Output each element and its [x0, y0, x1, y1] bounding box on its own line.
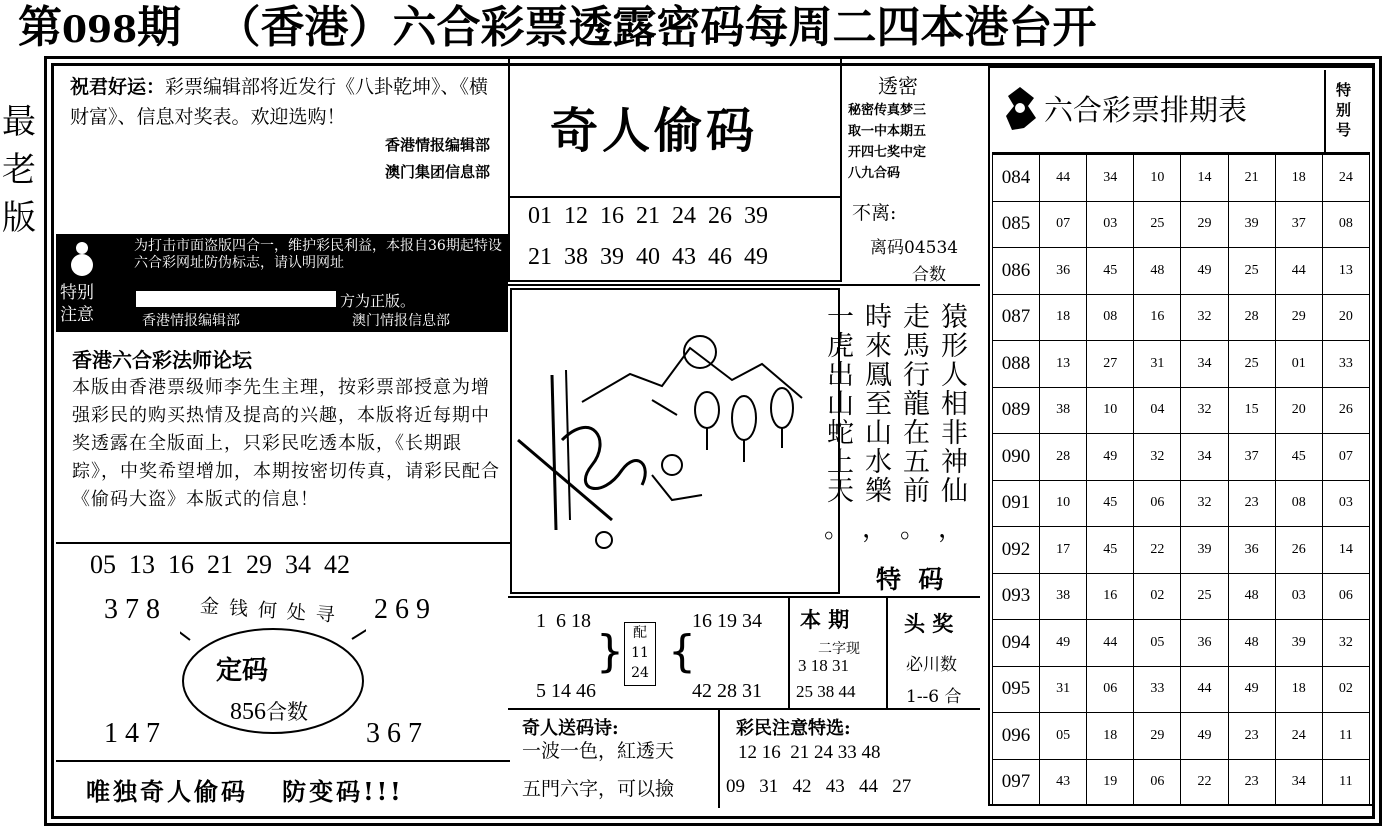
number-cell: 08 — [1322, 201, 1369, 248]
ll-left-bottom: 1 4 7 — [104, 718, 160, 749]
ll-right-top: 2 6 9 — [374, 594, 430, 625]
number-cell: 02 — [1134, 573, 1181, 620]
number-cell: 24 — [1275, 713, 1322, 760]
number-cell: 14 — [1181, 155, 1228, 202]
luck-text: 彩票编辑部将近发行《八卦乾坤》、《横财富》、信息对奖表。欢迎选购！ — [70, 76, 489, 128]
issue-cell: 093 — [993, 573, 1040, 620]
table-row — [993, 387, 1370, 434]
pei-brace-right: { — [668, 626, 696, 677]
issue-cell: 096 — [993, 713, 1040, 760]
divider-center-2 — [508, 596, 980, 598]
number-cell: 16 — [1134, 294, 1181, 341]
poem-col-1: 猿形人相非神仙 — [936, 302, 967, 505]
number-cell: 08 — [1087, 294, 1134, 341]
number-cell: 32 — [1134, 434, 1181, 481]
number-cell: 03 — [1322, 480, 1369, 527]
number-cell: 45 — [1087, 527, 1134, 574]
side-label: 最 老 版 — [2, 102, 36, 238]
number-cell: 18 — [1275, 666, 1322, 713]
number-cell: 13 — [1040, 341, 1087, 388]
number-cell: 05 — [1040, 713, 1087, 760]
number-cell: 39 — [1275, 620, 1322, 667]
page-header — [18, 0, 1388, 56]
gourd-icon — [68, 238, 96, 278]
forum-text: 本版由香港票级师李先生主理，按彩票部授意为增强彩民的购买热情及提高的兴趣，本版将近每期中奖透露在全版面上，只彩民吃透本版，《长期跟踪》，中奖希望增加，本期按密切传真，请彩民配合《偷码大盗》本版式的信息！ — [72, 377, 500, 510]
benqi-sub: 二字现 — [818, 641, 860, 657]
number-cell: 36 — [1040, 248, 1087, 295]
number-cell: 23 — [1228, 759, 1275, 806]
poem-col-4: 一虎出山蛇上天 — [822, 302, 853, 505]
issue-cell: 086 — [993, 248, 1040, 295]
number-cell: 23 — [1228, 480, 1275, 527]
table-row — [993, 480, 1370, 527]
number-cell: 10 — [1040, 480, 1087, 527]
number-cell: 06 — [1087, 666, 1134, 713]
table-row — [993, 620, 1370, 667]
number-cell: 32 — [1322, 620, 1369, 667]
notice-section — [56, 234, 508, 332]
poem-punct-4: 。 — [824, 514, 851, 544]
number-cell: 25 — [1181, 573, 1228, 620]
notice-text — [134, 238, 504, 272]
number-cell: 29 — [1275, 294, 1322, 341]
number-cell: 49 — [1181, 713, 1228, 760]
schedule-header — [992, 70, 1370, 154]
number-cell: 03 — [1275, 573, 1322, 620]
number-cell: 34 — [1181, 341, 1228, 388]
ll-left-top: 3 7 8 — [104, 594, 160, 625]
issue-cell: 094 — [993, 620, 1040, 667]
issue-cell: 085 — [993, 201, 1040, 248]
qiren-line-1: 01 12 16 21 24 26 39 — [528, 203, 768, 229]
ll-center-num: 856 — [230, 699, 266, 725]
pei-mid-2: 24 — [631, 665, 649, 681]
page-title: （香港）六合彩票透露密码每周二四本港台开 — [216, 2, 1097, 53]
number-cell: 20 — [1322, 294, 1369, 341]
divider-v-3 — [718, 708, 720, 808]
issue-cell: 089 — [993, 387, 1040, 434]
toumi-buli: 不离: — [852, 202, 897, 224]
poem-punct-1: ， — [938, 514, 965, 544]
poem-col-3: 時來鳳至山水樂 — [860, 302, 891, 505]
number-cell: 49 — [1228, 666, 1275, 713]
poem-punct-3: ， — [862, 514, 889, 544]
number-cell: 45 — [1087, 480, 1134, 527]
number-cell: 39 — [1228, 201, 1275, 248]
poem-col-2: 走馬行龍在五前 — [898, 302, 929, 505]
pei-left-1: 1 6 18 — [536, 610, 591, 632]
toumi-title: 透密 — [878, 74, 918, 98]
number-cell: 06 — [1134, 480, 1181, 527]
schedule-title: 六合彩票排期表 — [1044, 93, 1248, 127]
number-cell: 45 — [1087, 248, 1134, 295]
number-cell: 25 — [1228, 341, 1275, 388]
poem-section — [814, 298, 972, 548]
divider-v-2 — [886, 596, 888, 708]
ll-arc-text: 金钱何处寻 — [199, 594, 346, 628]
number-cell: 48 — [1228, 620, 1275, 667]
number-cell: 21 — [1228, 155, 1275, 202]
number-cell: 25 — [1228, 248, 1275, 295]
number-cell: 29 — [1134, 713, 1181, 760]
number-cell: 33 — [1134, 666, 1181, 713]
pei-left-2: 5 14 46 — [536, 680, 596, 702]
number-cell: 49 — [1181, 248, 1228, 295]
qiren-line-2: 21 38 39 40 43 46 49 — [528, 244, 768, 270]
number-cell: 38 — [1040, 387, 1087, 434]
number-cell: 34 — [1275, 759, 1322, 806]
number-cell: 34 — [1181, 434, 1228, 481]
caimin-l2: 09 31 42 43 44 27 — [726, 776, 912, 797]
number-cell: 24 — [1322, 155, 1369, 202]
number-cell: 31 — [1040, 666, 1087, 713]
toujiang-l1: 必川数 — [906, 655, 957, 675]
number-cell: 05 — [1134, 620, 1181, 667]
number-cell: 36 — [1181, 620, 1228, 667]
number-cell: 18 — [1087, 713, 1134, 760]
number-cell: 17 — [1040, 527, 1087, 574]
issue-cell: 091 — [993, 480, 1040, 527]
number-cell: 04 — [1134, 387, 1181, 434]
issue-cell: 088 — [993, 341, 1040, 388]
table-row — [993, 155, 1370, 202]
url-blank — [136, 291, 336, 307]
number-cell: 43 — [1040, 759, 1087, 806]
number-cell: 49 — [1087, 434, 1134, 481]
number-cell: 01 — [1275, 341, 1322, 388]
issue-cell: 097 — [993, 759, 1040, 806]
number-cell: 06 — [1322, 573, 1369, 620]
poem2-title: 奇人送码诗: — [522, 718, 619, 739]
number-cell: 32 — [1181, 294, 1228, 341]
number-cell: 45 — [1275, 434, 1322, 481]
divider-left-2 — [56, 760, 510, 762]
pei-right-2: 42 28 31 — [692, 680, 762, 702]
poem2-l2: 五門六字，可以撿 — [522, 778, 675, 800]
ll-right-bottom: 3 6 7 — [366, 718, 422, 749]
benqi-l1: 3 18 31 — [798, 656, 849, 675]
number-cell: 23 — [1228, 713, 1275, 760]
qiren-title-divider — [508, 196, 842, 198]
forum-heading: 香港六合彩法师论坛 — [72, 348, 252, 372]
schedule-special-label: 特 别 号 — [1336, 81, 1352, 139]
number-cell: 02 — [1322, 666, 1369, 713]
table-row — [993, 201, 1370, 248]
number-cell: 11 — [1322, 759, 1369, 806]
notice-label: 特别 注意 — [60, 283, 94, 325]
number-cell: 10 — [1087, 387, 1134, 434]
pei-right-1: 16 19 34 — [692, 610, 762, 632]
number-cell: 44 — [1087, 620, 1134, 667]
ape-dragon-illustration — [512, 290, 838, 592]
number-cell: 36 — [1228, 527, 1275, 574]
issue-prefix: 第 — [18, 2, 62, 53]
number-cell: 07 — [1040, 201, 1087, 248]
number-cell: 11 — [1322, 713, 1369, 760]
toumi-lima: 离码04534 — [870, 238, 959, 258]
number-cell: 25 — [1134, 201, 1181, 248]
qiren-title: 奇人偷码 — [550, 103, 759, 159]
toumi-heshu: 合数 — [912, 265, 946, 285]
issue-cell: 084 — [993, 155, 1040, 202]
number-cell: 44 — [1275, 248, 1322, 295]
number-cell: 22 — [1134, 527, 1181, 574]
number-cell: 03 — [1087, 201, 1134, 248]
pei-brace-left: } — [596, 626, 624, 677]
number-cell: 26 — [1275, 527, 1322, 574]
issue-cell: 087 — [993, 294, 1040, 341]
benqi-l2: 25 38 44 — [796, 682, 856, 701]
number-cell: 13 — [1322, 248, 1369, 295]
poem-tema: 特 码 — [876, 565, 944, 594]
notice-sign-1: 香港情报编辑部 — [142, 313, 240, 329]
dragon-logo-icon — [1000, 84, 1040, 134]
number-cell: 07 — [1322, 434, 1369, 481]
number-cell: 32 — [1181, 480, 1228, 527]
number-cell: 20 — [1275, 387, 1322, 434]
number-cell: 26 — [1322, 387, 1369, 434]
ll-center-suffix: 合数 — [266, 700, 308, 724]
issue-cell: 095 — [993, 666, 1040, 713]
divider-v-1 — [788, 596, 790, 708]
number-cell: 10 — [1134, 155, 1181, 202]
table-row — [993, 294, 1370, 341]
number-cell: 31 — [1134, 341, 1181, 388]
table-row — [993, 713, 1370, 760]
benqi-title: 本 期 — [800, 607, 850, 632]
notice-suffix: 方为正版。 — [340, 292, 416, 310]
number-cell: 44 — [1181, 666, 1228, 713]
divider-left-1 — [56, 542, 510, 544]
number-cell: 44 — [1040, 155, 1087, 202]
issue-cell: 090 — [993, 434, 1040, 481]
table-row — [993, 434, 1370, 481]
number-cell: 15 — [1228, 387, 1275, 434]
bottom-slogan: 唯独奇人偷码 防变码!!! — [86, 777, 404, 806]
table-row — [993, 573, 1370, 620]
number-cell: 06 — [1134, 759, 1181, 806]
caimin-title: 彩民注意特选: — [736, 718, 851, 739]
number-cell: 16 — [1087, 573, 1134, 620]
issue-number: 098 — [62, 9, 138, 51]
number-cell: 48 — [1228, 573, 1275, 620]
poem-punct-2: 。 — [900, 514, 927, 544]
ll-center-title: 定码 — [216, 656, 269, 686]
ll-center — [230, 696, 308, 726]
number-cell: 39 — [1181, 527, 1228, 574]
number-cell: 19 — [1087, 759, 1134, 806]
issue-suffix: 期 — [137, 2, 182, 53]
caimin-l1: 12 16 21 24 33 48 — [738, 742, 881, 763]
table-row — [993, 666, 1370, 713]
toujiang-title: 头 奖 — [904, 611, 954, 636]
table-row — [993, 341, 1370, 388]
number-cell: 29 — [1181, 201, 1228, 248]
number-cell: 38 — [1040, 573, 1087, 620]
table-row — [993, 248, 1370, 295]
number-cell: 22 — [1181, 759, 1228, 806]
luck-sign-1: 香港情报编辑部 — [384, 136, 490, 154]
issue-cell: 092 — [993, 527, 1040, 574]
number-cell: 34 — [1087, 155, 1134, 202]
pei-mid-label: 配 — [633, 625, 647, 641]
toumi-lines: 秘密传真梦三 取一中本期五 开四七奖中定 八九合码 — [848, 103, 927, 181]
luck-heading: 祝君好运： — [70, 76, 166, 98]
number-cell: 08 — [1275, 480, 1322, 527]
toujiang-l2: 1--6 合 — [906, 687, 962, 707]
table-row — [993, 527, 1370, 574]
table-row — [993, 759, 1370, 806]
number-cell: 37 — [1228, 434, 1275, 481]
number-cell: 18 — [1040, 294, 1087, 341]
number-cell: 49 — [1040, 620, 1087, 667]
notice-sign-2: 澳门情报信息部 — [352, 313, 450, 329]
number-cell: 28 — [1040, 434, 1087, 481]
number-cell: 27 — [1087, 341, 1134, 388]
forum-section — [72, 346, 500, 514]
number-cell: 37 — [1275, 201, 1322, 248]
number-cell: 14 — [1322, 527, 1369, 574]
pei-mid-box — [624, 622, 656, 686]
poem2-l1: 一波一色，紅透天 — [522, 740, 675, 762]
luck-section — [70, 72, 490, 182]
picture-box — [510, 288, 840, 594]
number-cell: 32 — [1181, 387, 1228, 434]
schedule-table — [992, 154, 1370, 806]
number-cell: 28 — [1228, 294, 1275, 341]
luck-sign-2: 澳门集团信息部 — [384, 163, 490, 181]
number-cell: 18 — [1275, 155, 1322, 202]
divider-center-1 — [508, 284, 980, 286]
special-divider — [1324, 70, 1326, 152]
number-cell: 48 — [1134, 248, 1181, 295]
lower-left-numbers: 05 13 16 21 29 34 42 — [90, 550, 350, 579]
pei-mid-1: 11 — [631, 645, 649, 661]
notice-body: 为打击市面盗版四合一，维护彩民利益，本报自36期起特设六合彩网址防伪标志，请认明网址 — [134, 238, 502, 271]
number-cell: 33 — [1322, 341, 1369, 388]
divider-center-3 — [508, 708, 980, 710]
